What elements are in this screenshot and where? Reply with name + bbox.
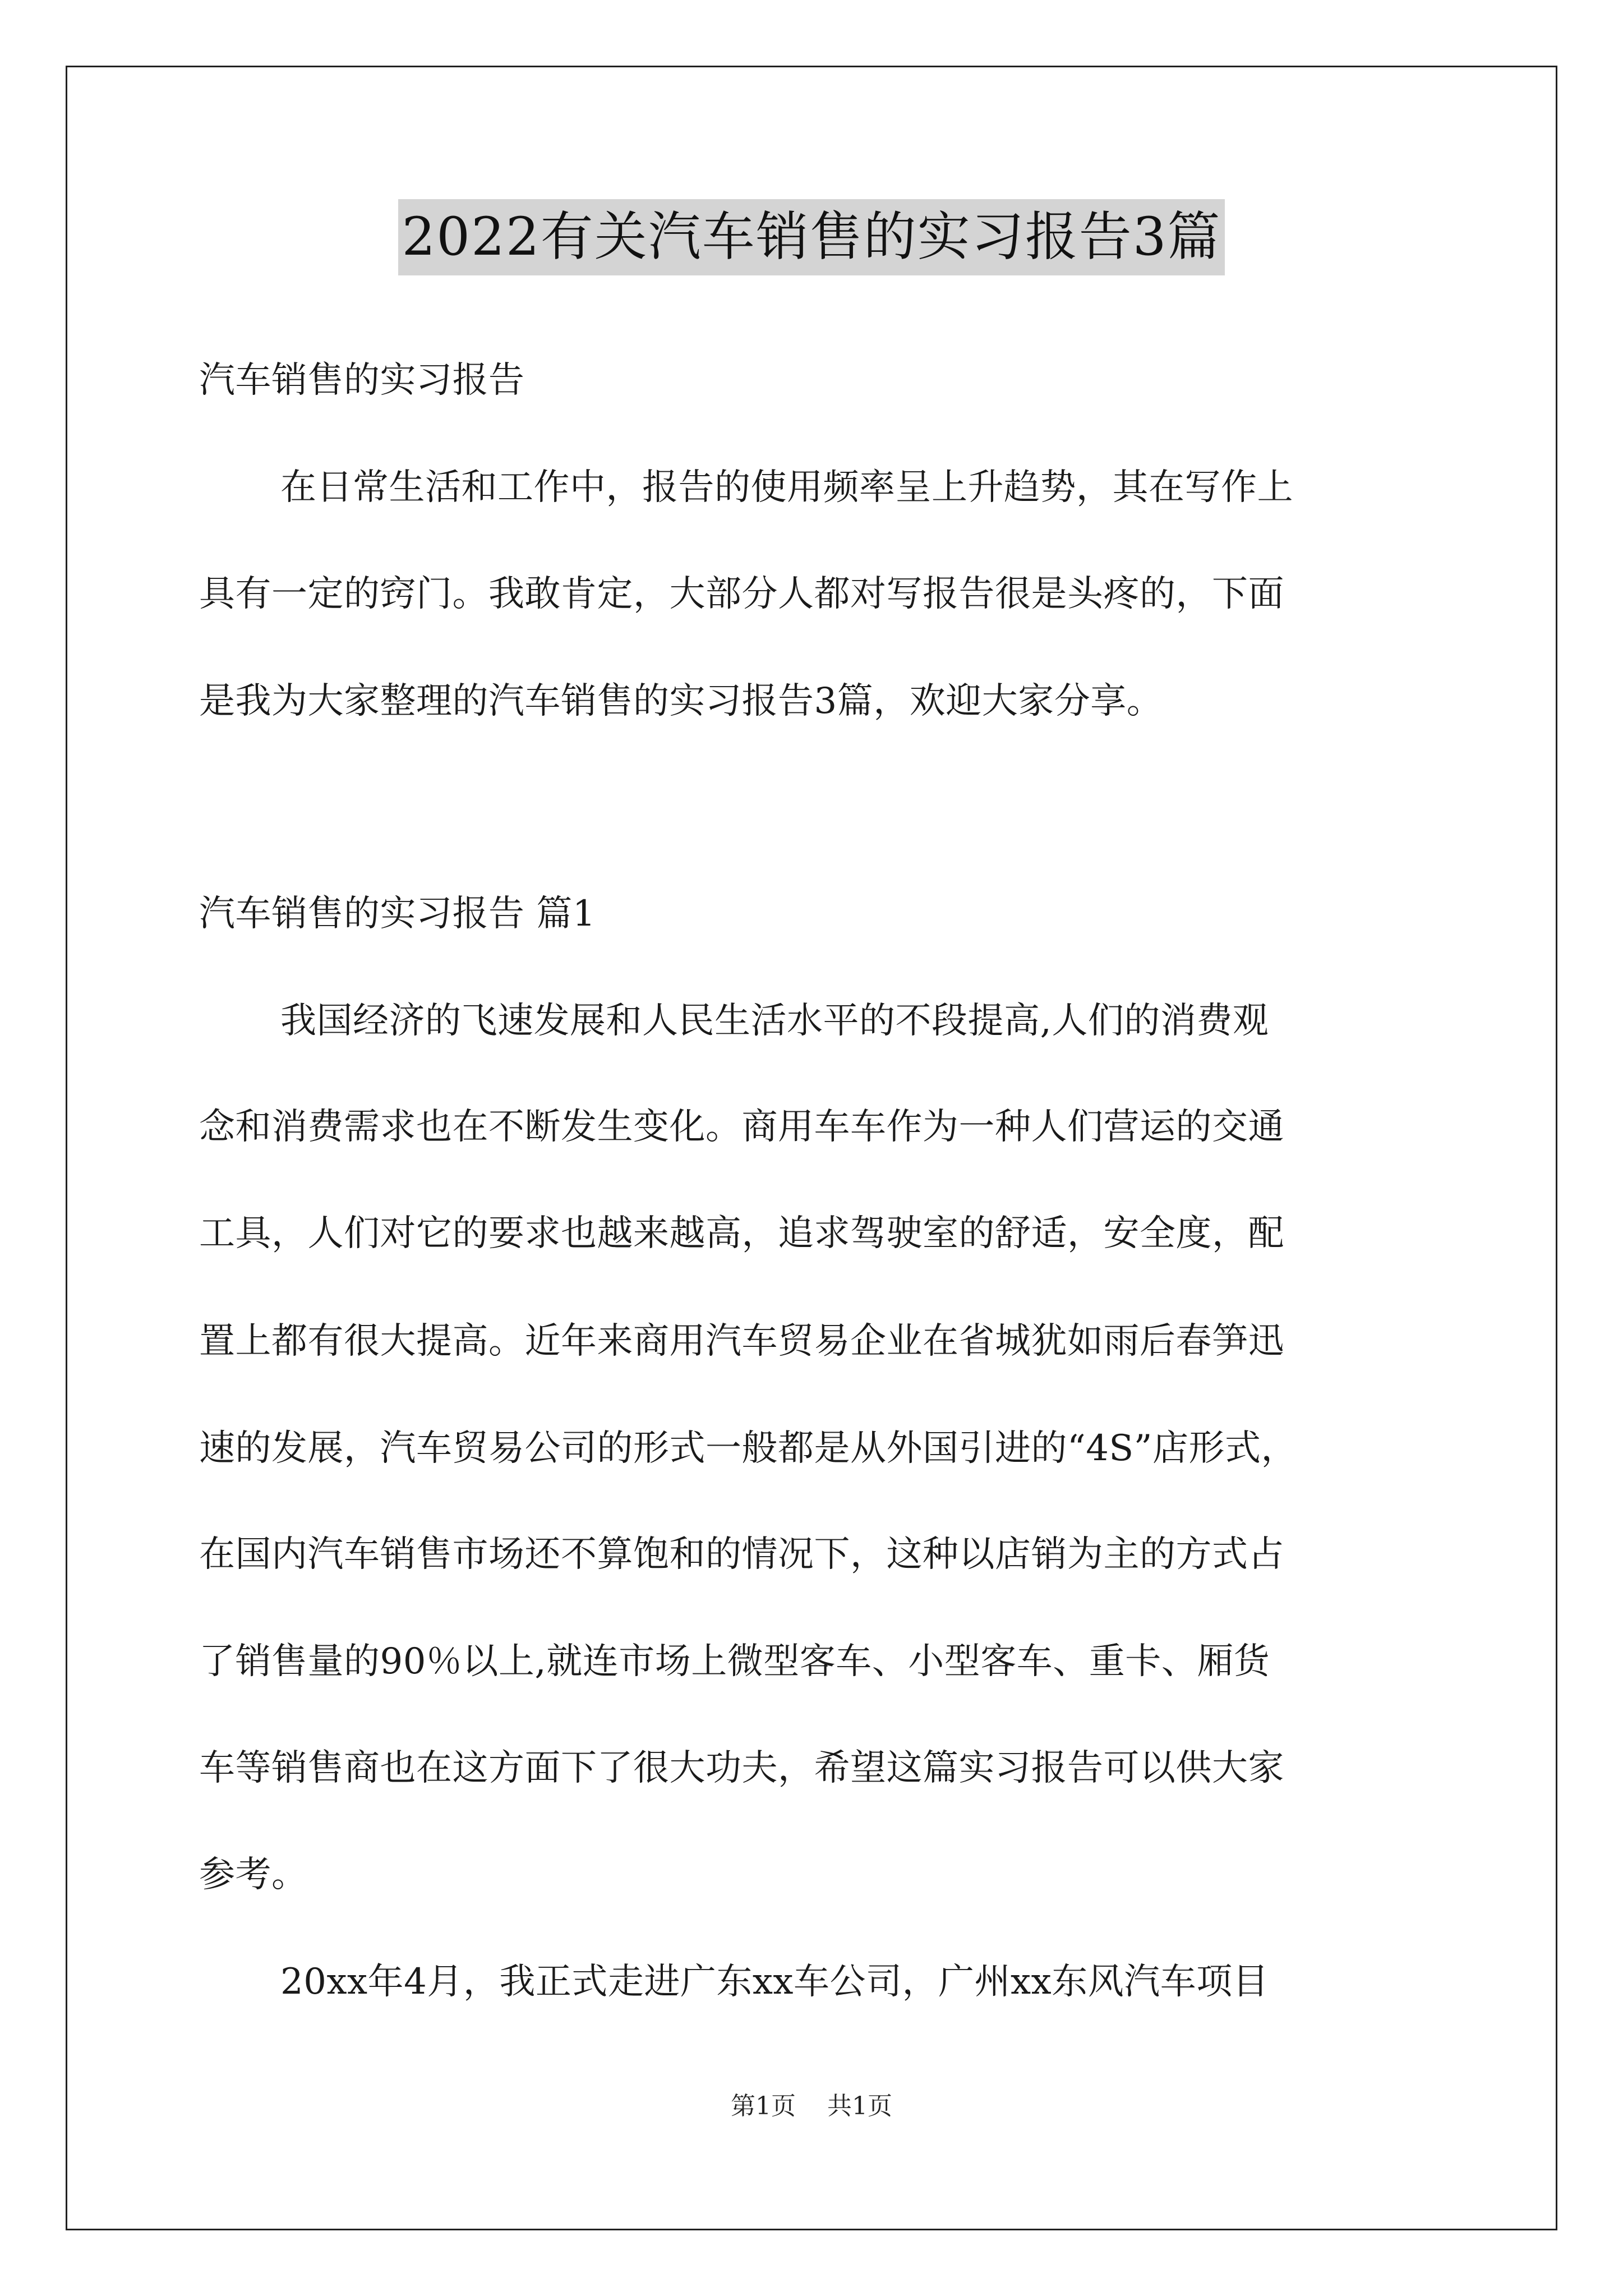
body-line: 我国经济的飞速发展和人民生活水平的不段提高,人们的消费观 <box>280 1000 1269 1042</box>
body-line: 在国内汽车销售市场还不算饱和的情况下，这种以店销为主的方式占 <box>199 1534 1284 1575</box>
intro-line: 在日常生活和工作中，报告的使用频率呈上升趋势，其在写作上 <box>280 467 1293 508</box>
body-line: 车等销售商也在这方面下了很大功夫，希望这篇实习报告可以供大家 <box>199 1747 1284 1789</box>
intro-line: 具有一定的窍门。我敢肯定，大部分人都对写报告很是头疼的，下面 <box>199 573 1284 615</box>
body-line: 参考。 <box>199 1854 308 1895</box>
body-line: 念和消费需求也在不断发生变化。商用车车作为一种人们营运的交通 <box>199 1106 1284 1148</box>
body-line: 了销售量的90％以上,就连市场上微型客车、小型客车、重卡、厢货 <box>199 1641 1270 1682</box>
body-line: 速的发展，汽车贸易公司的形式一般都是从外国引进的“4S”店形式， <box>199 1428 1297 1469</box>
intro-line: 是我为大家整理的汽车销售的实习报告3篇，欢迎大家分享。 <box>199 680 1163 722</box>
body-line: 置上都有很大提高。近年来商用汽车贸易企业在省城犹如雨后春笋迅 <box>199 1320 1284 1362</box>
heading: 汽车销售的实习报告 <box>199 360 525 401</box>
page-footer: 第1页 共1页 <box>731 2092 892 2120</box>
body-line: 20xx年4月，我正式走进广东xx车公司，广州xx东风汽车项目 <box>280 1961 1269 2003</box>
body-line: 工具，人们对它的要求也越来越高，追求驾驶室的舒适，安全度，配 <box>199 1213 1284 1254</box>
section-heading: 汽车销售的实习报告 篇1 <box>199 893 596 935</box>
title-block <box>0 199 1623 275</box>
document-title: 2022有关汽车销售的实习报告3篇 <box>398 199 1224 275</box>
